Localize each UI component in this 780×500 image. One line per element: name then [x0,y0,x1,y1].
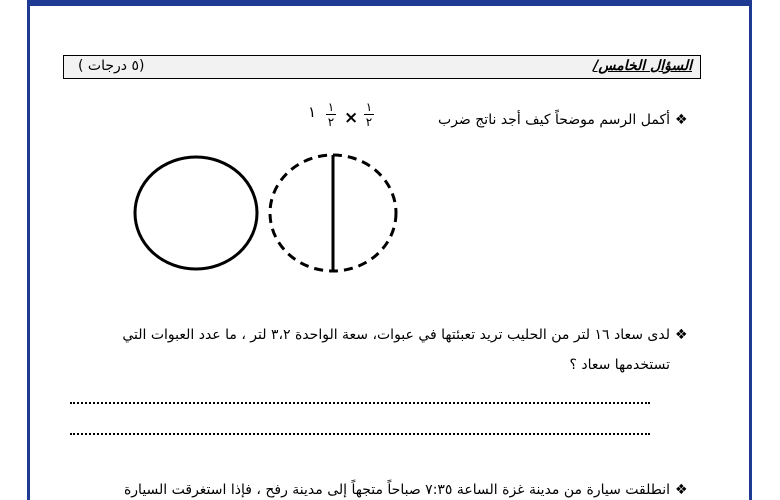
question-title: السؤال الخامس/ [593,58,692,74]
bullet-icon: ❖ [675,482,688,498]
item2-line2: تستخدمها سعاد ؟ [569,357,670,373]
item1-text: أكمل الرسم موضحاً كيف أجد ناتج ضرب [438,112,670,128]
fraction-left-numerator: ١ [327,100,335,114]
answer-line-2 [70,432,650,435]
answer-line-1 [70,401,650,404]
trailing-number: ١ [308,103,317,121]
fraction-right-denominator: ٢ [365,115,373,129]
item3-line1: انطلقت سيارة من مدينة غزة الساعة ٧:٣٥ صباحاً متجهاً إلى مدينة رفح ، فإذا استغرقت السيارة [123,482,670,498]
question-grade: (٥ درجات ) [78,58,145,74]
bullet-icon: ❖ [675,112,688,128]
solid-circle [135,157,257,269]
fraction-right-numerator: ١ [365,100,373,114]
item2-line1: لدى سعاد ١٦ لتر من الحليب تريد تعبئتها في عبوات، سعة الواحدة ٣،٢ لتر ، ما عدد العبوات التي [122,327,670,343]
fraction-left-denominator: ٢ [327,115,335,129]
bullet-icon: ❖ [675,327,688,343]
times-sign: × [344,108,359,128]
